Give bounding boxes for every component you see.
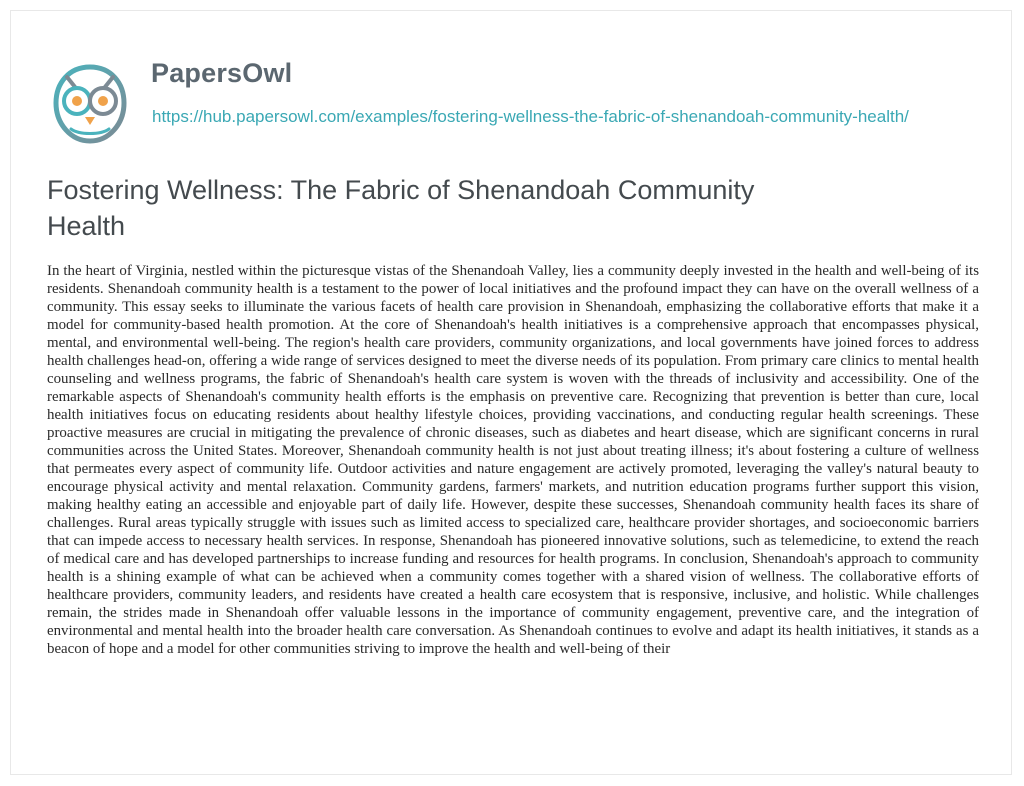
essay-body: In the heart of Virginia, nestled within the picturesque vistas of the Shenandoah Valley, lies a community deeply invested in the health and well-being of its residents. Shenandoah community health is a testament to the power of local initiatives and the profound impact they can have on the overall wellness of a community. This essay seeks to illuminate the various facets of health care provision in Shenandoah, emphasizing the collaborative efforts that make it a model for community-based health promotion. At the core of Shenandoah's health initiatives is a comprehensive approach that encompasses physical, mental, and environmental well-being. The region's health care providers, community organizations, and local governments have joined forces to address health challenges head-on, offering a wide range of services designed to meet the diverse needs of its population. From primary care clinics to mental health counseling and wellness programs, the fabric of Shenandoah's health care system is woven with the threads of inclusivity and accessibility. One of the remarkable aspects of Shenandoah's community health efforts is the emphasis on preventive care. Recognizing that prevention is better than cure, local health initiatives focus on educating residents about healthy lifestyle choices, providing vaccinations, and conducting regular health screenings. These proactive measures are crucial in mitigating the prevalence of chronic diseases, such as diabetes and heart disease, which are significant concerns in rural communities across the United States. Moreover, Shenandoah community health is not just about treating illness; it's about fostering a culture of wellness that permeates every aspect of community life. Outdoor activities and nature engagement are actively promoted, leveraging the valley's natural beauty to encourage physical activity and mental relaxation. Community gardens, farmers' markets, and nutrition education programs further support this vision, making healthy eating an accessible and enjoyable part of daily life. However, despite these successes, Shenandoah community health faces its share of challenges. Rural areas typically struggle with issues such as limited access to specialized care, healthcare provider shortages, and socioeconomic barriers that can impede access to necessary health services. In response, Shenandoah has pioneered innovative solutions, such as telemedicine, to extend the reach of medical care and has developed partnerships to increase funding and resources for health programs. In conclusion, Shenandoah's approach to community health is a shining example of what can be achieved when a community comes together with a shared vision of wellness. The collaborative efforts of healthcare providers, community leaders, and residents have created a health care ecosystem that is responsive, inclusive, and holistic. While challenges remain, the strides made in Shenandoah offer valuable lessons in the importance of community engagement, preventive care, and the integration of environmental and mental health into the broader health care conversation. As Shenandoah continues to evolve and adapt its health initiatives, it stands as a beacon of hope and a model for other communities striving to improve the health and well-being of their [47,263,979,657]
brand-name: PapersOwl [151,58,293,88]
source-url-link[interactable]: https://hub.papersowl.com/examples/fostering-wellness-the-fabric-of-shenandoah-community-health/ [152,107,909,126]
owl-icon [47,61,133,147]
header [47,33,987,163]
page-title: Fostering Wellness: The Fabric of Shenandoah Community Health [47,175,755,241]
